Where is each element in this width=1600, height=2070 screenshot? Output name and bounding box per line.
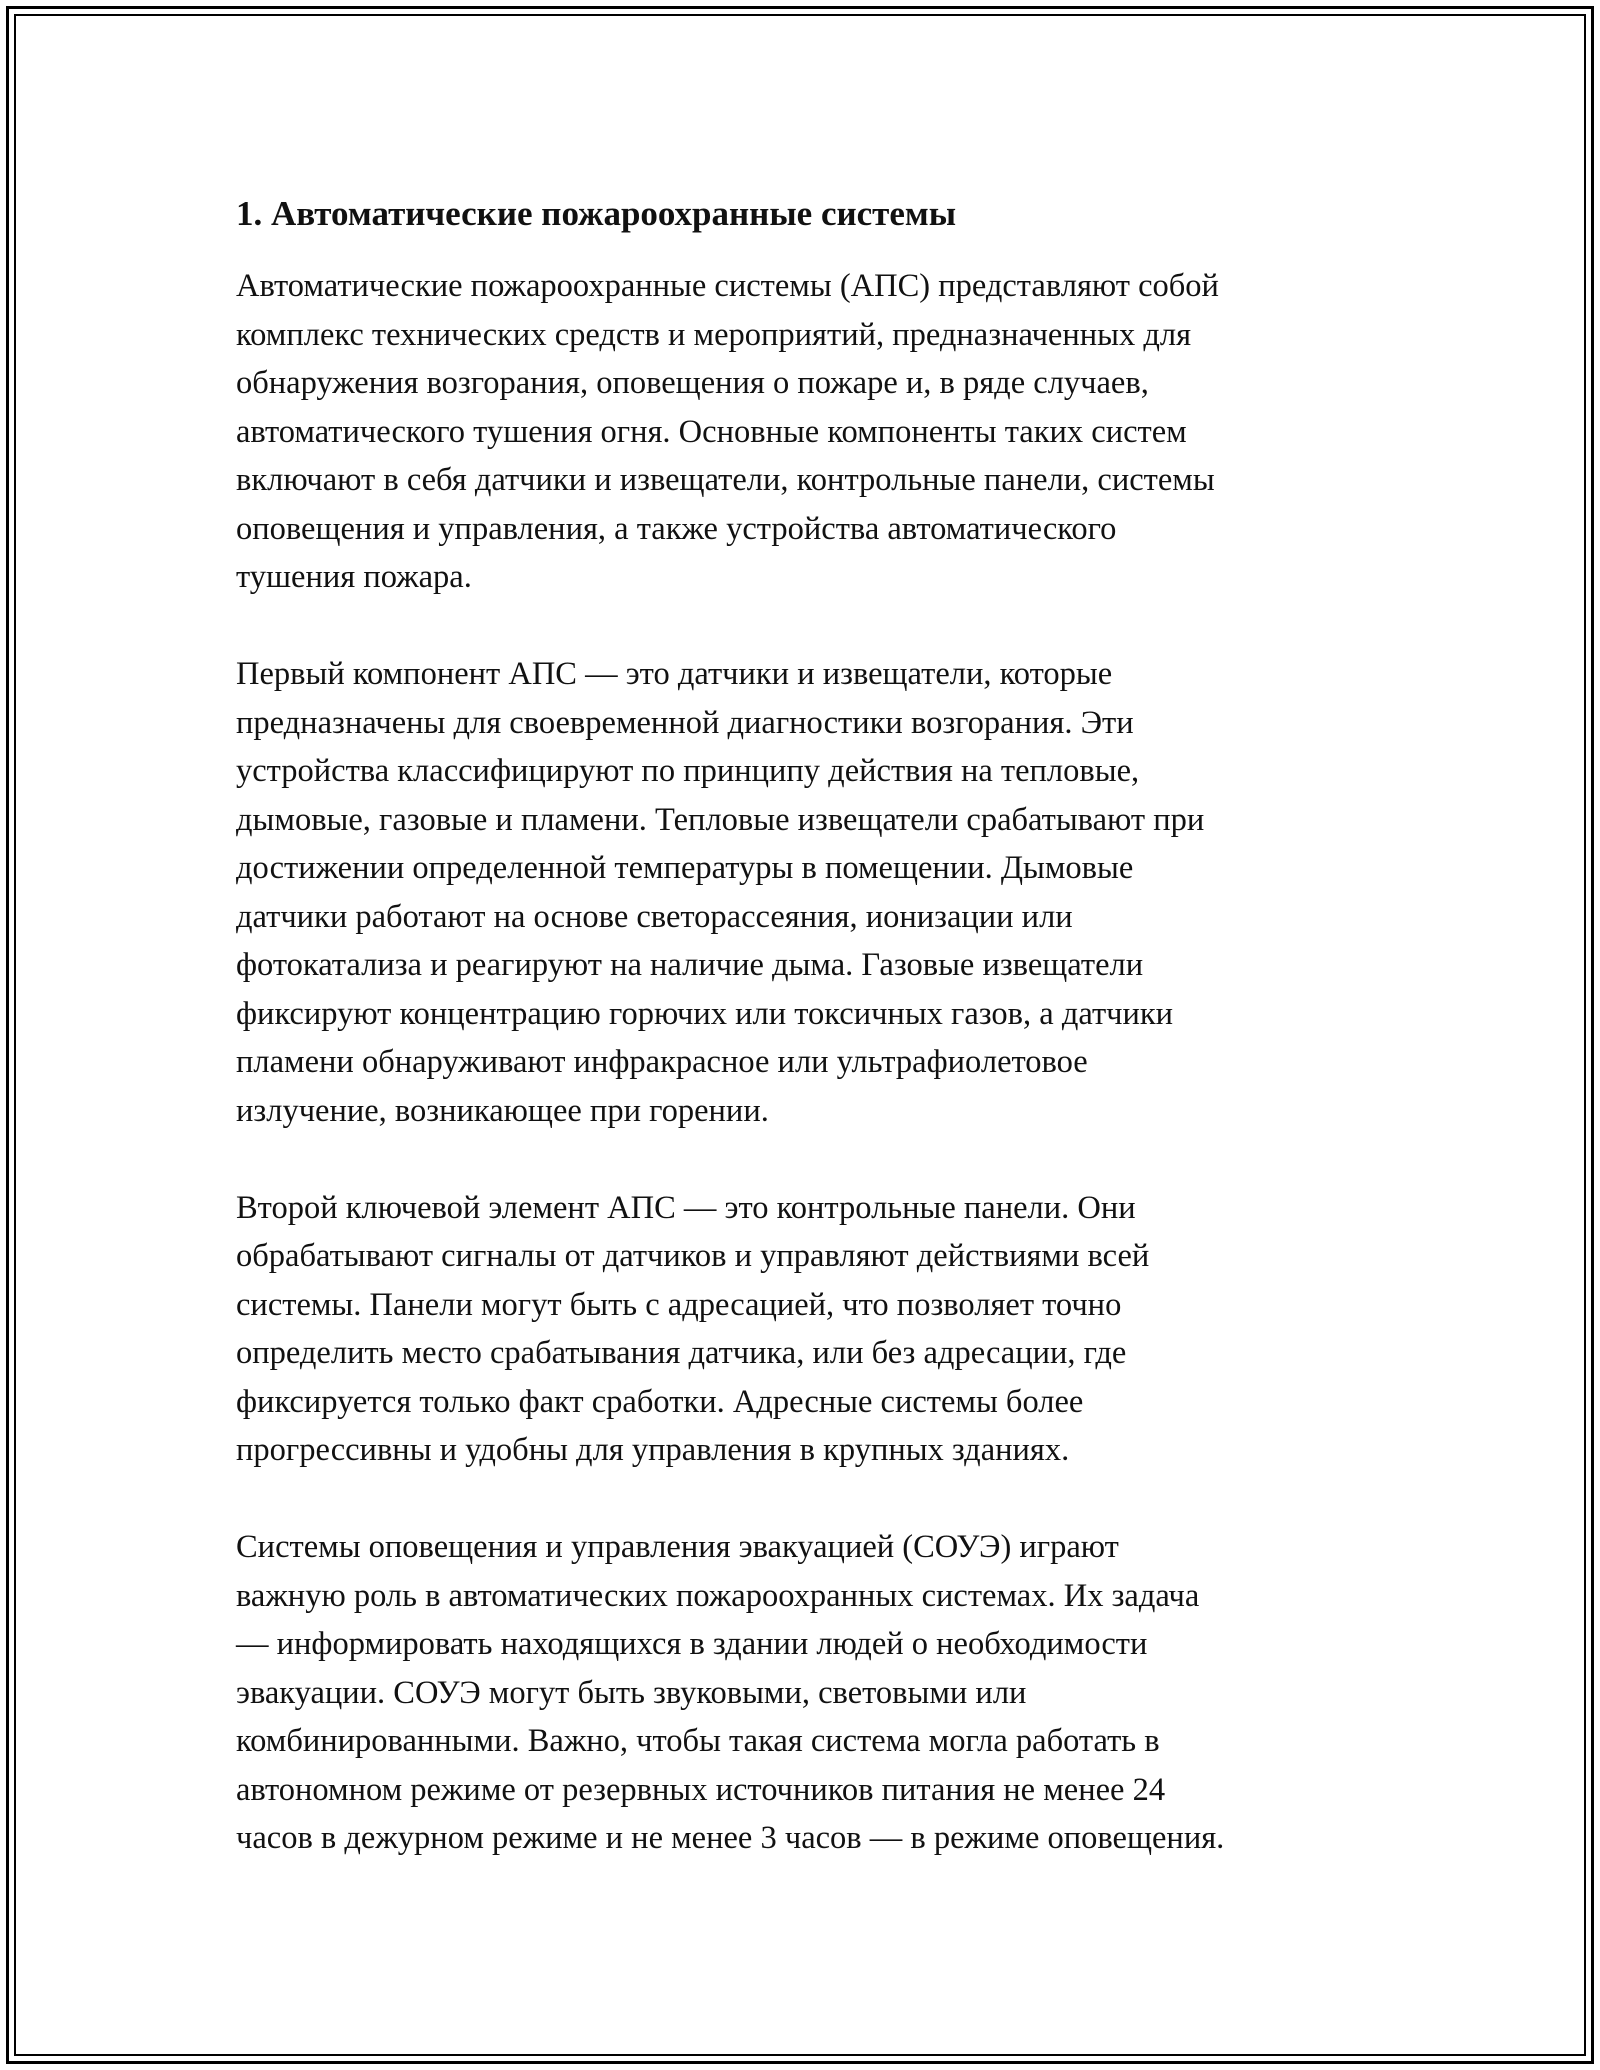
text-line: излучение, возникающее при горении. [236,1092,769,1129]
text-line: фотокатализа и реагируют на наличие дыма. Газовые извещатели [236,947,1144,983]
paragraph-control-panels [236,1184,1386,1475]
text-line: дымовые, газовые и пламени. Тепловые извещатели срабатывают при [236,801,1205,838]
document-body [236,188,1386,1911]
text-line: автоматического тушения огня. Основные компоненты таких систем [236,413,1187,450]
text-line: фиксируют концентрацию горючих или токсичных газов, а датчики [236,995,1174,1032]
text-line: достижении определенной температуры в помещении. Дымовые [236,850,1134,886]
text-line: обрабатывают сигналы от датчиков и управляют действиями всей [236,1238,1150,1274]
text-line: обнаружения возгорания, оповещения о пожаре и, в ряде случаев, [236,365,1149,401]
text-line: автономном режиме от резервных источников питания не менее 24 [236,1771,1166,1808]
text-line: — информировать находящихся в здании людей о необходимости [236,1626,1148,1662]
text-line: фиксируется только факт сработки. Адресные системы более [236,1383,1084,1420]
text-line: важную роль в автоматических пожароохранных системах. Их задача [236,1577,1200,1614]
paragraph-evacuation-systems [236,1523,1386,1863]
text-line: часов в дежурном режиме и не менее 3 часов — в режиме оповещения. [236,1820,1225,1856]
text-line: эвакуации. СОУЭ могут быть звуковыми, световыми или [236,1674,1027,1711]
text-line: Первый компонент АПС — это датчики и извещатели, которые [236,656,1113,692]
section-heading: 1. Автоматические пожароохранные системы [236,194,957,233]
text-line: Системы оповещения и управления эвакуацией (СОУЭ) играют [236,1529,1119,1565]
text-line: прогрессивны и удобны для управления в крупных зданиях. [236,1432,1070,1468]
text-line: тушения пожара. [236,559,472,595]
text-line: системы. Панели могут быть с адресацией, что позволяет точно [236,1286,1122,1323]
text-line: Автоматические пожароохранные системы (АПС) представляют собой [236,268,1219,304]
paragraph-overview [236,262,1386,602]
text-line: включают в себя датчики и извещатели, контрольные панели, системы [236,462,1215,498]
text-line: устройства классифицируют по принципу действия на тепловые, [236,753,1140,789]
text-line: датчики работают на основе светорассеяния, ионизации или [236,898,1073,935]
text-line: Второй ключевой элемент АПС — это контрольные панели. Они [236,1189,1136,1226]
text-line: предназначены для своевременной диагностики возгорания. Эти [236,704,1134,741]
text-line: оповещения и управления, а также устройства автоматического [236,510,1117,547]
text-line: определить место срабатывания датчика, или без адресации, где [236,1335,1127,1371]
text-line: комбинированными. Важно, чтобы такая система могла работать в [236,1723,1160,1759]
paragraph-detectors [236,650,1386,1135]
text-line: пламени обнаруживают инфракрасное или ультрафиолетовое [236,1044,1088,1080]
text-line: комплекс технических средств и мероприятий, предназначенных для [236,316,1192,353]
